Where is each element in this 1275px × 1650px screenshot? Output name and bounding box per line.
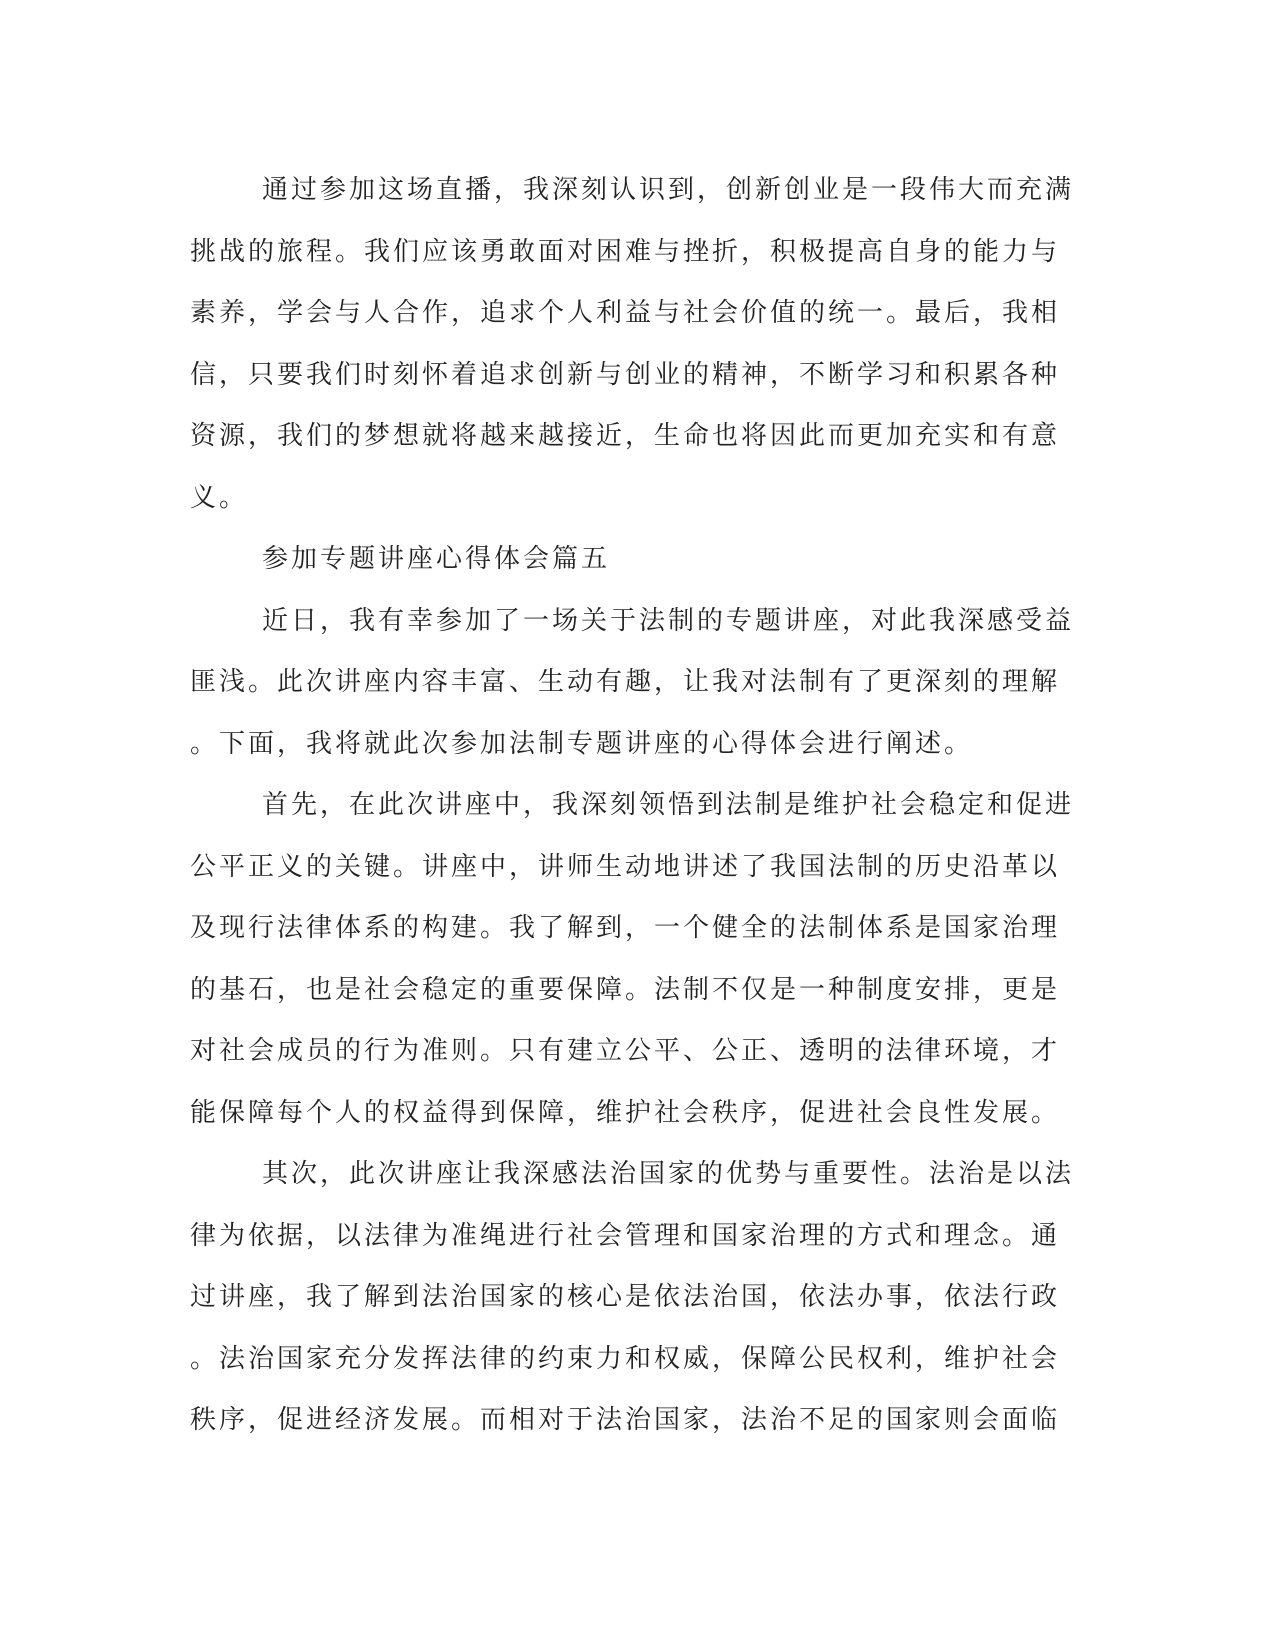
paragraph-2-line-2: 匪浅。此次讲座内容丰富、生动有趣，让我对法制有了更深刻的理解 — [190, 667, 1061, 697]
paragraph-4-line-4: 。法治国家充分发挥法律的约束力和权威，保障公民权利，维护社会 — [190, 1343, 1061, 1374]
paragraph-4-line-3: 过讲座，我了解到法治国家的核心是依法治国，依法办事，依法行政 — [190, 1282, 1061, 1312]
paragraph-1-line-2: 挑战的旅程。我们应该勇敢面对困难与挫折，积极提高自身的能力与 — [190, 236, 1061, 267]
paragraph-4-line-5: 秩序，促进经济发展。而相对于法治国家，法治不足的国家则会面临 — [190, 1405, 1061, 1435]
paragraph-3-line-6: 能保障每个人的权益得到保障，维护社会秩序，促进社会良性发展。 — [190, 1097, 1061, 1128]
paragraph-1-line-3: 素养，学会与人合作，追求个人利益与社会价值的统一。最后，我相 — [190, 298, 1061, 328]
paragraph-3-line-4: 的基石，也是社会稳定的重要保障。法制不仅是一种制度安排，更是 — [190, 974, 1061, 1005]
paragraph-3-line-3: 及现行法律体系的构建。我了解到，一个健全的法制体系是国家治理 — [190, 913, 1061, 943]
paragraph-3-line-5: 对社会成员的行为准则。只有建立公平、公正、透明的法律环境，才 — [190, 1036, 1061, 1066]
paragraph-2-line-3: 。下面，我将就此次参加法制专题讲座的心得体会进行阐述。 — [190, 728, 974, 759]
paragraph-2-line-1: 近日，我有幸参加了一场关于法制的专题讲座，对此我深感受益 — [262, 605, 1075, 636]
paragraph-4-line-2: 律为依据，以法律为准绳进行社会管理和国家治理的方式和理念。通 — [190, 1220, 1061, 1251]
paragraph-1-line-1: 通过参加这场直播，我深刻认识到，创新创业是一段伟大而充满 — [262, 175, 1075, 205]
paragraph-3-line-1: 首先，在此次讲座中，我深刻领悟到法制是维护社会稳定和促进 — [262, 790, 1075, 820]
paragraph-1-line-5: 资源，我们的梦想就将越来越接近，生命也将因此而更加充实和有意 — [190, 421, 1061, 451]
paragraph-1-line-6: 义。 — [190, 482, 249, 513]
document-body — [190, 160, 1090, 1452]
section-heading: 参加专题讲座心得体会篇五 — [262, 544, 611, 574]
paragraph-3-line-2: 公平正义的关键。讲座中，讲师生动地讲述了我国法制的历史沿革以 — [190, 851, 1061, 882]
paragraph-4-line-1: 其次，此次讲座让我深感法治国家的优势与重要性。法治是以法 — [262, 1159, 1075, 1189]
paragraph-1-line-4: 信，只要我们时刻怀着追求创新与创业的精神，不断学习和积累各种 — [190, 359, 1061, 390]
